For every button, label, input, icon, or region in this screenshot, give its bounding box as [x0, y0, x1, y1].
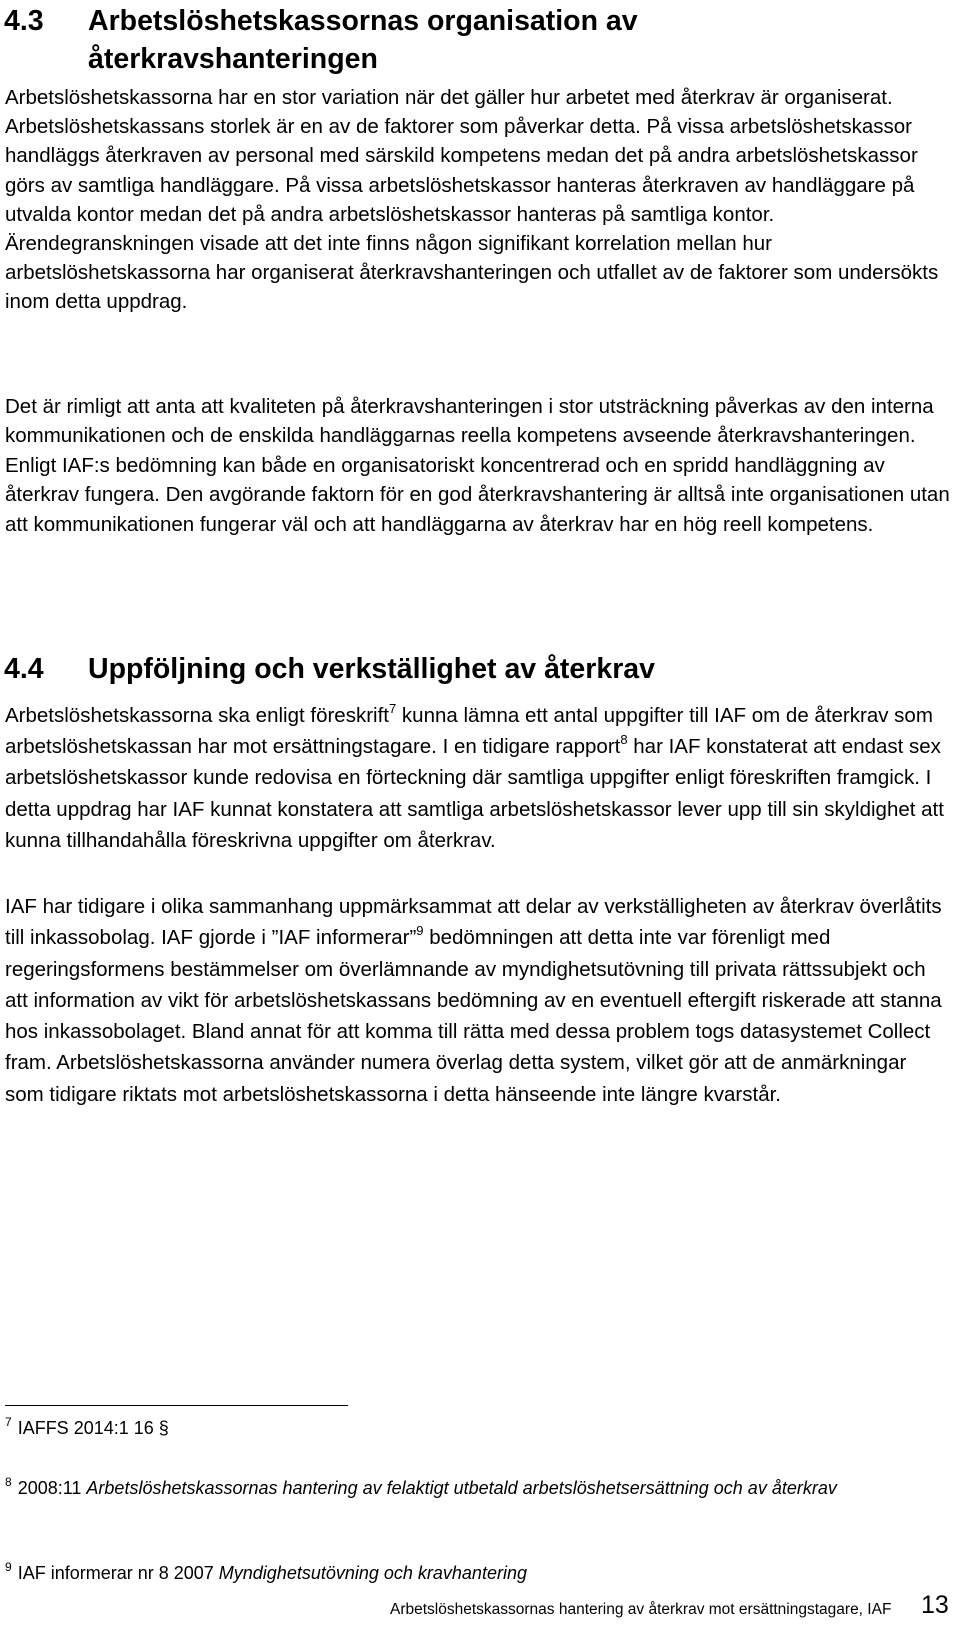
- text-run: har IAF konstaterat att endast sex arbetslöshetskassor kunde redovisa en förteckning där samtliga uppgifter enligt föreskriften framgick. I detta uppdrag har IAF kunnat konstatera att samtliga arbetslöshetskassor lever upp till sin skyldighet att kunna tillhandahålla föreskrivna uppgifter om återkrav.: [5, 735, 944, 852]
- section-number: 4.4: [4, 653, 44, 685]
- section-heading-4-3: [4, 2, 638, 78]
- text-run: kunna lämna ett antal uppgifter till IAF om de återkrav som arbetslöshetskassan har mot ersättningstagare. I en tidigare rapport: [5, 704, 933, 759]
- text-run: IAF har tidigare i olika sammanhang uppmärksammat att delar av verkställigheten av återkrav överlåtits till inkassobolag. IAF gjorde i ”IAF informerar”: [5, 895, 942, 950]
- footnote-ref[interactable]: 8: [620, 732, 628, 748]
- footnote-mark: 9: [5, 1560, 12, 1574]
- footnote-9: [5, 1561, 950, 1585]
- section-number: 4.3: [4, 5, 44, 37]
- running-footer: Arbetslöshetskassornas hantering av återkrav mot ersättningstagare, IAF: [390, 1601, 892, 1618]
- footnote-8: [5, 1476, 950, 1500]
- paragraph-quality: Det är rimligt att anta att kvaliteten på återkravshanteringen i stor utsträckning påverkas av den interna kommunikationen och de enskilda handläggarnas reella kompetens avseende återkravshanteringen. Enligt IAF:s bedömning kan både en organisatoriskt koncentrerad och en spridd handläggning av återkrav fungera. Den avgörande faktorn för en god återkravshantering är alltså inte organisationen utan att kommunikationen fungerar väl och att handläggarna av återkrav har en hög reell kompetens.: [5, 395, 950, 536]
- footnote-title: Arbetslöshetskassornas hantering av felaktigt utbetald arbetslöshetsersättning och av återkrav: [86, 1478, 837, 1498]
- paragraph-organisation: Arbetslöshetskassorna har en stor variation när det gäller hur arbetet med återkrav är organiserat. Arbetslöshetskassans storlek är en av de faktorer som påverkar detta. På vissa arbetslöshetskassor handläggs återkraven av personal med särskild kompetens medan det på andra arbetslöshetskassor görs av samtliga handläggare. På vissa arbetslöshetskassor hanteras återkraven av handläggare på utvalda kontor medan det på andra arbetslöshetskassor hanteras på samtliga kontor. Ärendegranskningen visade att det inte finns någon signifikant korrelation mellan hur arbetslöshetskassorna har organiserat återkravshanteringen och utfallet av de faktorer som undersökts inom detta uppdrag.: [5, 86, 939, 314]
- section-heading-4-4: [4, 650, 655, 688]
- section-title-line-1: Arbetslöshetskassornas organisation av: [88, 5, 638, 37]
- paragraph-enforcement: [5, 891, 950, 1110]
- footnote-7: [5, 1416, 950, 1440]
- footnote-mark: 8: [5, 1475, 12, 1489]
- text-run: Arbetslöshetskassorna ska enligt föreskrift: [5, 704, 389, 727]
- section-title-line-2: återkravshanteringen: [88, 43, 378, 75]
- footnote-text: IAF informerar nr 8 2007: [17, 1563, 219, 1583]
- section-title: Uppföljning och verkställighet av återkrav: [88, 653, 655, 685]
- footnote-text: 2008:11: [17, 1478, 87, 1498]
- footnote-divider: [5, 1405, 348, 1406]
- footnote-title: Myndighetsutövning och kravhantering: [218, 1563, 527, 1583]
- footnote-ref[interactable]: 9: [416, 923, 424, 939]
- footnote-ref[interactable]: 7: [388, 701, 397, 716]
- footnote-text: IAFFS 2014:1 16 §: [17, 1418, 169, 1438]
- text-run: bedömningen att detta inte var förenligt med regeringsformens bestämmelser om överlämnande av myndighetsutövning till privata rättssubjekt och att information av vikt för arbetslöshetskassans bedömning av en eventuell eftergift riskerade att stanna hos inkassobolaget. Bland annat för att komma till rätta med dessa problem togs datasystemet Collect fram. Arbetslöshetskassorna använder numera överlag detta system, vilket gör att de anmärkningar som tidigare riktats mot arbetslöshetskassorna i detta hänseende inte längre kvarstår.: [5, 926, 942, 1106]
- page-number: 13: [921, 1591, 949, 1619]
- footnote-mark: 7: [5, 1415, 12, 1429]
- paragraph-follow-up: [5, 700, 950, 856]
